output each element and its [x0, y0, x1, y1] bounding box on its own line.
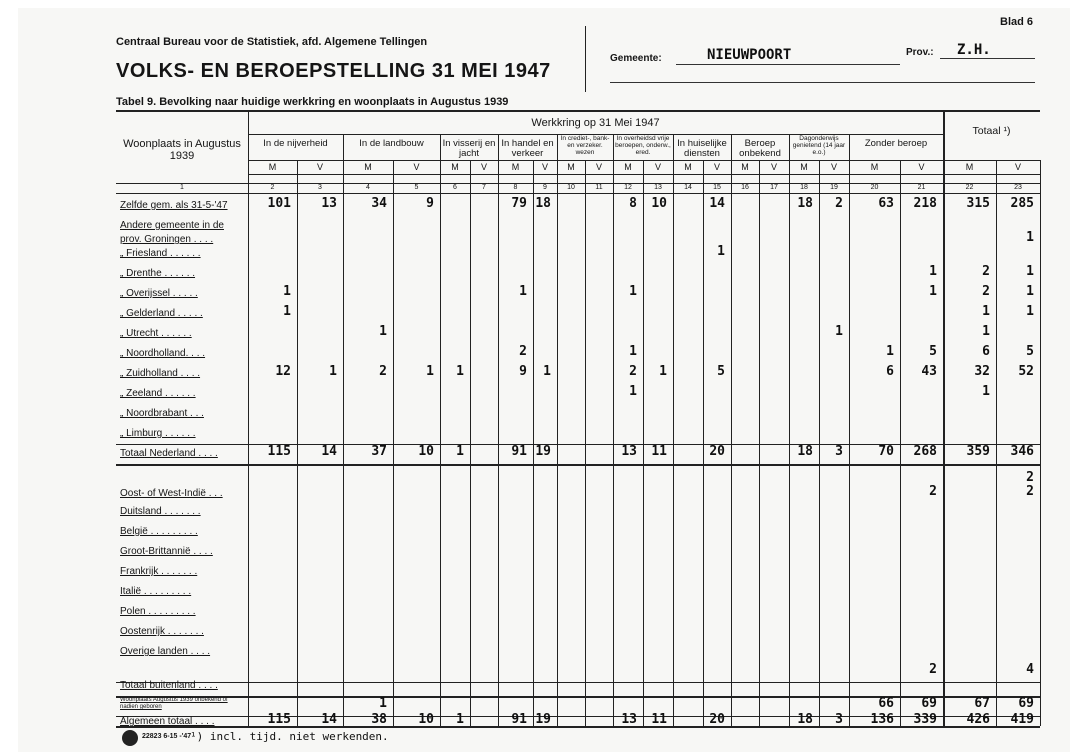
col-line — [585, 160, 586, 726]
mv-header: M — [567, 162, 575, 172]
row-label: Woonplaats Augustus 1939 onbekend of nadien geboren — [120, 697, 228, 710]
column-number: 19 — [830, 184, 838, 191]
column-group-header: In huiselijke diensten — [677, 138, 727, 159]
total-header: Totaal ¹) — [972, 125, 1011, 137]
table-cell: 6 — [982, 344, 990, 359]
column-number: 11 — [595, 184, 603, 191]
table-cell: 19 — [535, 444, 551, 459]
table-cell: 14 — [321, 712, 337, 727]
bureau-name: Centraal Bureau voor de Statistiek, afd. Algemene Tellingen — [116, 36, 428, 48]
table-cell: 136 — [870, 712, 894, 727]
mv-header: V — [541, 162, 548, 172]
mv-header: M — [741, 162, 749, 172]
table-cell: 1 — [929, 264, 937, 279]
header-rule-mv — [248, 160, 1040, 161]
table-cell: 1 — [982, 384, 990, 399]
table-cell: 5 — [717, 364, 725, 379]
table-cell: 1 — [426, 364, 434, 379]
table-top-rule — [116, 110, 1040, 112]
table-cell: 69 — [1018, 696, 1034, 711]
col-line — [498, 134, 499, 726]
column-number: 13 — [654, 184, 662, 191]
column-group-header: Zonder beroep — [864, 138, 928, 149]
row-label: Algemeen totaal . . . . — [120, 716, 215, 727]
mv-header: M — [364, 162, 372, 172]
table-cell: 18 — [535, 196, 551, 211]
table-cell: 66 — [878, 696, 894, 711]
row-label: „ Friesland . . . . . . — [120, 248, 201, 259]
prov-label: Prov.: — [906, 47, 934, 58]
column-number: 4 — [366, 184, 370, 191]
table-cell: 1 — [456, 364, 464, 379]
row-label: Andere gemeente in de — [120, 220, 224, 231]
table-cell: 2 — [629, 364, 637, 379]
table-cell: 1 — [982, 304, 990, 319]
table-cell: 1 — [543, 364, 551, 379]
column-number: 16 — [741, 184, 749, 191]
table-cell: 79 — [511, 196, 527, 211]
row-label: Italië . . . . . . . . . — [120, 586, 192, 597]
table-cell: 359 — [966, 444, 990, 459]
table-cell: 19 — [535, 712, 551, 727]
table-cell: 1 — [1026, 284, 1034, 299]
table-cell: 18 — [797, 444, 813, 459]
mv-header: V — [713, 162, 720, 172]
row-label: „ Utrecht . . . . . . — [120, 328, 192, 339]
row-label: Polen . . . . . . . . . — [120, 606, 196, 617]
column-number: 1 — [180, 184, 184, 191]
table-cell: 2 — [379, 364, 387, 379]
col-line — [557, 134, 558, 726]
table-cell: 6 — [886, 364, 894, 379]
table-cell: 11 — [651, 444, 667, 459]
table-cell: 3 — [835, 444, 843, 459]
col-line — [613, 134, 614, 726]
table-cell: 67 — [974, 696, 990, 711]
prov-value: Z.H. — [957, 42, 991, 58]
row-rule — [116, 682, 1040, 683]
table-cell: 2 — [982, 264, 990, 279]
column-number: 23 — [1014, 184, 1022, 191]
column-number: 12 — [624, 184, 632, 191]
table-cell: 4 — [1026, 662, 1034, 677]
column-group-header: In de nijverheid — [263, 138, 328, 149]
col-line — [789, 134, 790, 726]
table-cell: 9 — [426, 196, 434, 211]
row-label: „ Zuidholland . . . . — [120, 368, 201, 379]
column-group-header: Beroep onbekend — [739, 138, 781, 159]
row-label: Groot-Brittannië . . . . — [120, 546, 213, 557]
table-cell: 2 — [519, 344, 527, 359]
row-label: prov. Groningen . . . . — [120, 234, 214, 245]
table-cell: 1 — [659, 364, 667, 379]
row-label: Frankrijk . . . . . . . — [120, 566, 198, 577]
col-line — [343, 134, 344, 726]
table-cell: 1 — [283, 284, 291, 299]
table-cell: 1 — [886, 344, 894, 359]
column-number: 20 — [870, 184, 879, 191]
gemeente-label: Gemeente: — [610, 53, 662, 64]
table-cell: 63 — [878, 196, 894, 211]
mv-header: M — [268, 162, 277, 172]
table-cell: 1 — [717, 244, 725, 259]
column-number: 17 — [770, 184, 778, 191]
table-cell: 1 — [379, 324, 387, 339]
mv-header: V — [413, 162, 420, 172]
gemeente-value: NIEUWPOORT — [707, 47, 792, 63]
table-cell: 20 — [709, 712, 725, 727]
row-label: België . . . . . . . . . — [120, 526, 198, 537]
row-label: Oostenrijk . . . . . . . — [120, 626, 204, 637]
row-label: Duitsland . . . . . . . — [120, 506, 201, 517]
column-number: 22 — [965, 184, 974, 191]
mv-header: V — [830, 162, 837, 172]
table-cell: 91 — [511, 712, 527, 727]
mv-header: M — [800, 162, 808, 172]
table-cell: 13 — [321, 196, 337, 211]
print-code: 22823 6-15 -'47 — [142, 733, 192, 740]
table-cell: 91 — [511, 444, 527, 459]
table-cell: 11 — [651, 712, 667, 727]
mv-header: V — [316, 162, 323, 172]
mv-header: M — [684, 162, 692, 172]
table-cell: 14 — [321, 444, 337, 459]
col-line — [849, 134, 850, 726]
table-cell: 1 — [456, 712, 464, 727]
column-number: 3 — [318, 184, 322, 191]
table-cell: 1 — [1026, 304, 1034, 319]
table-cell: 426 — [966, 712, 990, 727]
column-number: 21 — [917, 184, 926, 191]
table-cell: 1 — [1026, 230, 1034, 245]
table-cell: 1 — [283, 304, 291, 319]
row-label: „ Overijssel . . . . . — [120, 288, 198, 299]
column-number: 6 — [453, 184, 457, 191]
row-label: Zelfde gem. als 31-5-'47 — [120, 200, 228, 211]
column-group-header: In de landbouw — [359, 138, 424, 149]
mv-header: M — [870, 162, 879, 172]
mv-header: V — [480, 162, 487, 172]
table-cell: 1 — [629, 384, 637, 399]
column-group-header: Dagonderwijs genietend (14 jaar e.o.) — [792, 135, 846, 156]
table-cell: 1 — [456, 444, 464, 459]
table-cell: 1 — [1026, 264, 1034, 279]
table-cell: 268 — [913, 444, 937, 459]
col-line — [759, 160, 760, 726]
table-cell: 2 — [929, 662, 937, 677]
mv-header: M — [451, 162, 459, 172]
table-cell: 32 — [974, 364, 990, 379]
row-label: „ Gelderland . . . . . — [120, 308, 203, 319]
col-line — [819, 160, 820, 726]
table-cell: 10 — [418, 444, 434, 459]
header-rule-bottom — [116, 193, 1040, 194]
table-cell: 52 — [1018, 364, 1034, 379]
table-title: Tabel 9. Bevolking naar huidige werkkring en woonplaats in Augustus 1939 — [116, 96, 509, 108]
row-header: Woonplaats in Augustus 1939 — [123, 138, 241, 162]
table-cell: 37 — [371, 444, 387, 459]
mv-header: V — [1014, 162, 1021, 172]
table-cell: 69 — [921, 696, 937, 711]
column-number: 18 — [800, 184, 808, 191]
mv-header: V — [654, 162, 661, 172]
table-cell: 101 — [267, 196, 291, 211]
column-number: 9 — [543, 184, 547, 191]
table-cell: 115 — [267, 712, 291, 727]
table-cell: 285 — [1010, 196, 1034, 211]
column-number: 2 — [270, 184, 275, 191]
column-group-header: In visserij en jacht — [442, 138, 496, 159]
table-cell: 115 — [267, 444, 291, 459]
table-cell: 2 — [929, 484, 937, 499]
table-cell: 38 — [371, 712, 387, 727]
table-cell: 8 — [629, 196, 637, 211]
table-cell: 12 — [275, 364, 291, 379]
table-cell: 13 — [621, 712, 637, 727]
table-cell: 20 — [709, 444, 725, 459]
mv-header: M — [511, 162, 520, 172]
column-number: 10 — [567, 184, 575, 191]
column-group-header: In crediet-, bank- en verzeker. wezen — [560, 135, 610, 156]
col-line — [470, 160, 471, 726]
row-label: Overige landen . . . . — [120, 646, 211, 657]
table-cell: 13 — [621, 444, 637, 459]
row-rule — [116, 464, 1040, 466]
col-line — [533, 160, 534, 726]
row-label: „ Limburg . . . . . . — [120, 428, 196, 439]
table-cell: 10 — [651, 196, 667, 211]
table-cell: 5 — [929, 344, 937, 359]
col-line — [393, 160, 394, 726]
table-cell: 2 — [982, 284, 990, 299]
col-line — [731, 134, 732, 726]
mv-header: M — [965, 162, 974, 172]
table-cell: 2 — [835, 196, 843, 211]
table-cell: 218 — [913, 196, 937, 211]
page-title: VOLKS- EN BEROEPSTELLING 31 MEI 1947 — [116, 60, 551, 82]
table-cell: 1 — [519, 284, 527, 299]
table-cell: 43 — [921, 364, 937, 379]
mv-header: M — [624, 162, 632, 172]
column-group-header: In handel en verkeer — [501, 138, 554, 159]
table-cell: 5 — [1026, 344, 1034, 359]
sheet-number: Blad 6 — [1000, 16, 1034, 28]
table-cell: 315 — [966, 196, 990, 211]
col-line — [643, 160, 644, 726]
row-label: „ Zeeland . . . . . . — [120, 388, 196, 399]
row-label: „ Noordbrabant . . . — [120, 408, 204, 419]
mv-header: V — [770, 162, 777, 172]
table-bottom-rule — [116, 726, 1040, 728]
table-cell: 1 — [629, 284, 637, 299]
table-cell: 2 — [1026, 470, 1034, 485]
column-number: 14 — [684, 184, 692, 191]
table-cell: 2 — [1026, 484, 1034, 499]
table-cell: 1 — [379, 696, 387, 711]
row-label: Oost- of West-Indië . . . — [120, 488, 223, 499]
table-cell: 70 — [878, 444, 894, 459]
row-label: „ Drenthe . . . . . . — [120, 268, 196, 279]
footnote: ¹) incl. tijd. niet werkenden. — [190, 730, 389, 743]
table-cell: 18 — [797, 712, 813, 727]
table-cell: 1 — [835, 324, 843, 339]
table-cell: 1 — [929, 284, 937, 299]
row-label: Totaal Nederland . . . . — [120, 448, 218, 459]
table-cell: 339 — [913, 712, 937, 727]
col-line — [440, 134, 441, 726]
table-cell: 10 — [418, 712, 434, 727]
header-rule-mv-bottom — [248, 174, 1040, 175]
table-cell: 3 — [835, 712, 843, 727]
table-cell: 18 — [797, 196, 813, 211]
column-number: 15 — [713, 184, 721, 191]
table-cell: 419 — [1010, 712, 1034, 727]
column-group-header: In overheidsd vrije beroepen, onderw., ered. — [615, 135, 671, 156]
table-cell: 1 — [629, 344, 637, 359]
table-cell: 34 — [371, 196, 387, 211]
row-label: Totaal buitenland . . . . — [120, 680, 218, 691]
mv-header: V — [918, 162, 925, 172]
table-cell: 1 — [982, 324, 990, 339]
column-number: 7 — [482, 184, 486, 191]
group-header: Werkkring op 31 Mei 1947 — [531, 117, 660, 129]
col-line — [900, 160, 901, 726]
col-line — [297, 160, 298, 726]
column-number: 5 — [414, 184, 419, 191]
table-cell: 9 — [519, 364, 527, 379]
col-line — [673, 134, 674, 726]
mv-header: V — [595, 162, 602, 172]
row-label: „ Noordholland. . . . — [120, 348, 206, 359]
col-line — [1040, 160, 1041, 726]
table-cell: 14 — [709, 196, 725, 211]
cbs-logo-icon — [122, 730, 138, 746]
table-cell: 346 — [1010, 444, 1034, 459]
column-number: 8 — [513, 184, 518, 191]
table-cell: 1 — [329, 364, 337, 379]
